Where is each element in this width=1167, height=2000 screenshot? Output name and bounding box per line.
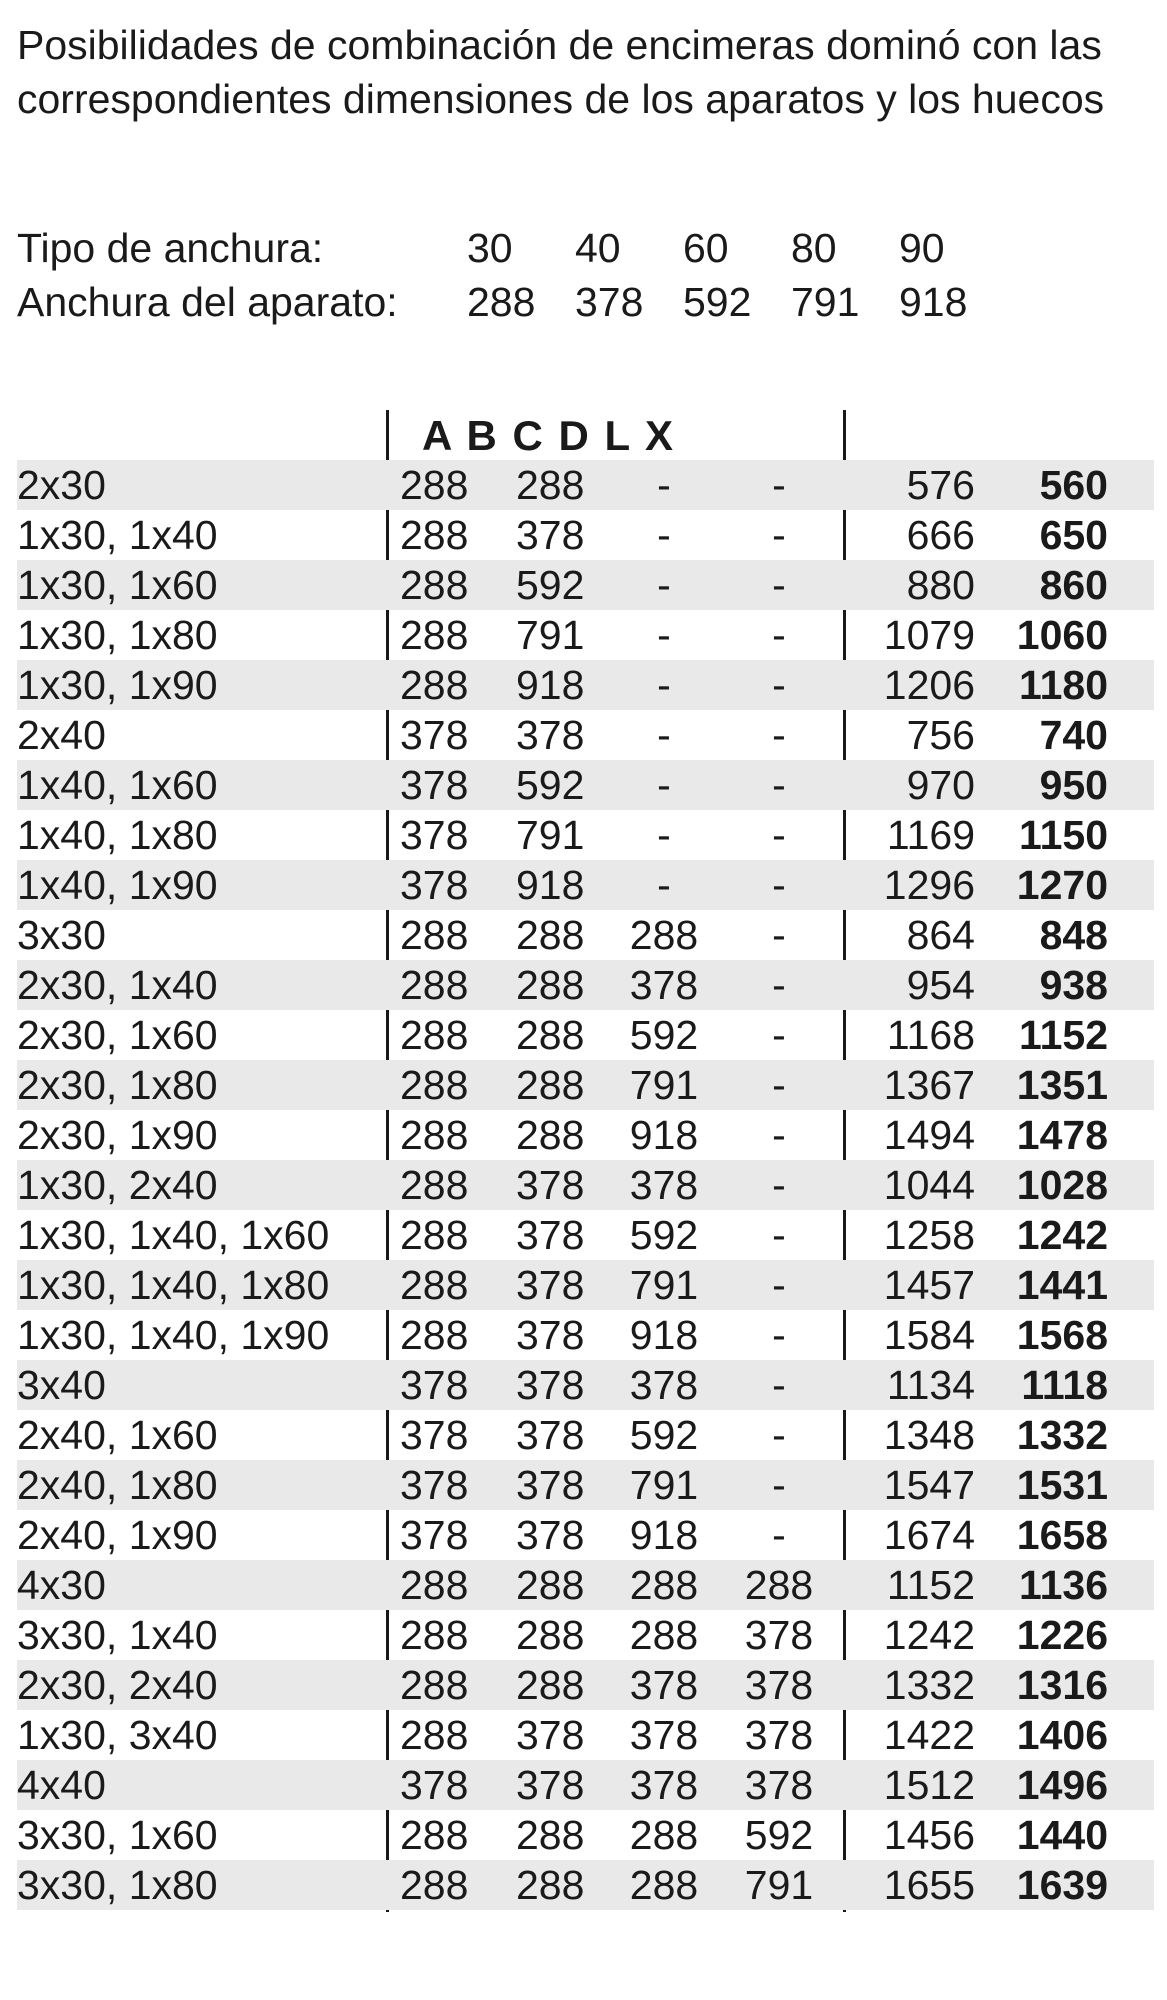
- cutout-width-cell: 1152: [1019, 1012, 1108, 1058]
- total-width-cell: 1348: [883, 1412, 975, 1458]
- table-header: [17, 410, 1154, 460]
- combination-cell: 3x30, 1x60: [17, 1812, 218, 1858]
- width-a-cell: 288: [400, 1162, 469, 1208]
- width-c-cell: -: [657, 462, 671, 508]
- width-c-cell: 378: [629, 962, 699, 1008]
- table-row: [17, 960, 1154, 1010]
- width-b-cell: 378: [516, 1462, 585, 1508]
- total-width-cell: 1494: [883, 1112, 975, 1158]
- cutout-width-cell: 1226: [1016, 1612, 1108, 1658]
- cutout-width-cell: 1639: [1016, 1862, 1108, 1908]
- combination-cell: 2x40, 1x60: [17, 1412, 218, 1458]
- total-width-cell: 1422: [883, 1712, 975, 1758]
- width-a-cell: 288: [400, 912, 469, 958]
- width-b-cell: 378: [516, 712, 585, 758]
- total-width-cell: 1168: [886, 1012, 975, 1058]
- width-d-cell: -: [772, 1262, 786, 1308]
- table-row: [17, 1510, 1154, 1560]
- cutout-width-cell: 1406: [1016, 1712, 1108, 1758]
- width-d-cell: -: [772, 1062, 786, 1108]
- combination-cell: 1x30, 1x40, 1x80: [17, 1262, 330, 1308]
- width-d-cell: -: [772, 462, 786, 508]
- cutout-width-cell: 938: [1039, 962, 1108, 1008]
- width-c-cell: -: [657, 662, 671, 708]
- width-c-cell: 288: [629, 1812, 699, 1858]
- combination-cell: 2x40: [17, 712, 106, 758]
- table-row: [17, 710, 1154, 760]
- device-width-value: 378: [575, 279, 644, 325]
- width-c-cell: 592: [629, 1212, 699, 1258]
- cutout-width-cell: 1150: [1019, 812, 1108, 858]
- table-row: [17, 660, 1154, 710]
- table-row: [17, 1010, 1154, 1060]
- total-width-cell: 954: [906, 962, 975, 1008]
- width-a-cell: 288: [400, 662, 469, 708]
- width-b-cell: 918: [516, 662, 585, 708]
- table-row: [17, 1460, 1154, 1510]
- table-row: [17, 1360, 1154, 1410]
- table-row: [17, 560, 1154, 610]
- width-a-cell: 288: [400, 1212, 469, 1258]
- total-width-cell: 880: [906, 562, 975, 608]
- width-a-cell: 288: [400, 1312, 469, 1358]
- table-row: [17, 1710, 1154, 1760]
- width-d-cell: -: [772, 1112, 786, 1158]
- width-b-cell: 288: [516, 1012, 585, 1058]
- width-d-cell: -: [772, 1512, 786, 1558]
- device-width-value: 791: [791, 279, 860, 325]
- total-width-cell: 756: [906, 712, 975, 758]
- width-a-cell: 288: [400, 962, 469, 1008]
- total-width-cell: 1512: [883, 1762, 975, 1808]
- combination-cell: 1x30, 3x40: [17, 1712, 218, 1758]
- width-a-cell: 288: [400, 512, 469, 558]
- device-width-value: 592: [683, 279, 752, 325]
- width-d-cell: -: [772, 1312, 786, 1358]
- combination-cell: 2x30, 1x40: [17, 962, 218, 1008]
- width-a-cell: 378: [400, 1512, 469, 1558]
- width-d-cell: -: [772, 1362, 786, 1408]
- combination-cell: 2x30: [17, 462, 106, 508]
- cutout-width-cell: 1440: [1016, 1812, 1108, 1858]
- combination-cell: 3x30, 1x40: [17, 1612, 218, 1658]
- combination-cell: 4x30: [17, 1562, 106, 1608]
- width-c-cell: -: [657, 812, 671, 858]
- intro-text: Posibilidades de combinación de encimeras dominó con las correspondientes dimensiones de los aparatos y los huecos: [17, 22, 1105, 122]
- cutout-width-cell: 740: [1039, 712, 1108, 758]
- width-type-label: Tipo de anchura:: [17, 225, 324, 271]
- width-a-cell: 288: [400, 562, 469, 608]
- width-b-cell: 288: [516, 1812, 585, 1858]
- width-a-cell: 288: [400, 462, 469, 508]
- width-reference: [17, 221, 1007, 329]
- cutout-width-cell: 950: [1039, 762, 1108, 808]
- total-width-cell: 1457: [883, 1262, 975, 1308]
- width-b-cell: 791: [516, 612, 585, 658]
- table-row: [17, 1160, 1154, 1210]
- table-row: [17, 1560, 1154, 1610]
- width-c-cell: -: [657, 762, 671, 808]
- width-a-cell: 288: [400, 1862, 469, 1908]
- width-type-row: [17, 221, 1007, 275]
- cutout-width-cell: 1118: [1021, 1362, 1108, 1408]
- cutout-width-cell: 1242: [1016, 1212, 1108, 1258]
- combination-cell: 2x30, 1x80: [17, 1062, 218, 1108]
- width-a-cell: 378: [400, 762, 469, 808]
- width-b-cell: 592: [516, 762, 585, 808]
- width-type-value: 80: [791, 225, 837, 271]
- width-d-cell: -: [772, 512, 786, 558]
- width-d-cell: -: [772, 662, 786, 708]
- width-c-cell: -: [657, 512, 671, 558]
- total-width-cell: 1169: [886, 812, 975, 858]
- width-c-cell: 288: [629, 1562, 699, 1608]
- table-row: [17, 1610, 1154, 1660]
- total-width-cell: 1547: [883, 1462, 975, 1508]
- width-c-cell: 592: [629, 1012, 699, 1058]
- table-row: [17, 860, 1154, 910]
- combination-cell: 3x40: [17, 1362, 106, 1408]
- table-row: [17, 1310, 1154, 1360]
- width-a-cell: 288: [400, 1262, 469, 1308]
- cutout-width-cell: 1136: [1019, 1562, 1108, 1608]
- table-body: [17, 460, 1154, 1910]
- width-d-cell: -: [772, 1462, 786, 1508]
- width-c-cell: 791: [629, 1462, 699, 1508]
- cutout-width-cell: 1496: [1016, 1762, 1108, 1808]
- total-width-cell: 864: [906, 912, 975, 958]
- combination-cell: 1x40, 1x90: [17, 862, 218, 908]
- cutout-width-cell: 1568: [1016, 1312, 1108, 1358]
- combination-cell: 1x30, 1x40, 1x90: [17, 1312, 330, 1358]
- combination-cell: 1x30, 1x40, 1x60: [17, 1212, 330, 1258]
- width-b-cell: 791: [516, 812, 585, 858]
- combination-cell: 1x40, 1x60: [17, 762, 218, 808]
- width-c-cell: 378: [629, 1712, 699, 1758]
- width-b-cell: 378: [516, 1312, 585, 1358]
- cutout-width-cell: 1441: [1016, 1262, 1108, 1308]
- combinations-table: [17, 410, 1154, 1910]
- table-row: [17, 1210, 1154, 1260]
- width-a-cell: 288: [400, 1112, 469, 1158]
- width-b-cell: 378: [516, 1762, 585, 1808]
- total-width-cell: 1584: [883, 1312, 975, 1358]
- width-type-value: 30: [467, 225, 513, 271]
- cutout-width-cell: 1332: [1016, 1412, 1108, 1458]
- cutout-width-cell: 1658: [1016, 1512, 1108, 1558]
- width-a-cell: 378: [400, 1362, 469, 1408]
- width-c-cell: 378: [629, 1662, 699, 1708]
- table-row: [17, 910, 1154, 960]
- width-d-cell: 378: [744, 1762, 814, 1808]
- width-type-value: 90: [899, 225, 945, 271]
- combination-cell: 4x40: [17, 1762, 106, 1808]
- width-a-cell: 288: [400, 1012, 469, 1058]
- width-a-cell: 288: [400, 1562, 469, 1608]
- width-type-value: 40: [575, 225, 621, 271]
- total-width-cell: 1655: [883, 1862, 975, 1908]
- width-a-cell: 288: [400, 1812, 469, 1858]
- combination-cell: 1x30, 1x40: [17, 512, 218, 558]
- device-width-row: [17, 275, 1007, 329]
- width-type-value: 60: [683, 225, 729, 271]
- width-d-cell: -: [772, 862, 786, 908]
- width-d-cell: -: [772, 712, 786, 758]
- combination-cell: 1x30, 1x80: [17, 612, 218, 658]
- cutout-width-cell: 650: [1039, 512, 1108, 558]
- width-c-cell: -: [657, 562, 671, 608]
- width-a-cell: 288: [400, 612, 469, 658]
- width-d-cell: 378: [744, 1712, 814, 1758]
- width-c-cell: 288: [629, 912, 699, 958]
- cutout-width-cell: 1316: [1016, 1662, 1108, 1708]
- table-row: [17, 510, 1154, 560]
- table-row: [17, 1060, 1154, 1110]
- width-c-cell: 918: [629, 1512, 699, 1558]
- total-width-cell: 666: [906, 512, 975, 558]
- width-c-cell: 378: [629, 1362, 699, 1408]
- table-row: [17, 810, 1154, 860]
- total-width-cell: 1152: [886, 1562, 975, 1608]
- width-a-cell: 288: [400, 1612, 469, 1658]
- total-width-cell: 1674: [883, 1512, 975, 1558]
- table-row: [17, 1410, 1154, 1460]
- width-c-cell: 592: [629, 1412, 699, 1458]
- table-row: [17, 760, 1154, 810]
- cutout-width-cell: 560: [1039, 462, 1108, 508]
- device-width-label: Anchura del aparato:: [17, 279, 398, 325]
- table-row: [17, 1860, 1154, 1910]
- width-c-cell: -: [657, 612, 671, 658]
- width-c-cell: 918: [629, 1312, 699, 1358]
- width-d-cell: 378: [744, 1662, 814, 1708]
- width-b-cell: 378: [516, 1512, 585, 1558]
- width-c-cell: 288: [629, 1612, 699, 1658]
- combination-cell: 1x40, 1x80: [17, 812, 218, 858]
- total-width-cell: 1296: [883, 862, 975, 908]
- combination-cell: 1x30, 1x60: [17, 562, 218, 608]
- total-width-cell: 1079: [883, 612, 975, 658]
- table-row: [17, 610, 1154, 660]
- device-width-value: 918: [899, 279, 968, 325]
- width-a-cell: 288: [400, 1712, 469, 1758]
- width-d-cell: -: [772, 1162, 786, 1208]
- width-d-cell: -: [772, 962, 786, 1008]
- width-c-cell: -: [657, 862, 671, 908]
- combination-cell: 2x30, 2x40: [17, 1662, 218, 1708]
- width-a-cell: 378: [400, 1762, 469, 1808]
- width-b-cell: 288: [516, 1562, 585, 1608]
- total-width-cell: 1044: [883, 1162, 975, 1208]
- width-b-cell: 592: [516, 562, 585, 608]
- width-d-cell: 288: [744, 1562, 814, 1608]
- total-width-cell: 970: [906, 762, 975, 808]
- width-b-cell: 288: [516, 962, 585, 1008]
- cutout-width-cell: 860: [1039, 562, 1108, 608]
- combination-cell: 2x30, 1x60: [17, 1012, 218, 1058]
- combination-cell: 1x30, 1x90: [17, 662, 218, 708]
- width-a-cell: 288: [400, 1662, 469, 1708]
- combination-cell: 2x30, 1x90: [17, 1112, 218, 1158]
- cutout-width-cell: 1531: [1016, 1462, 1108, 1508]
- width-c-cell: 918: [629, 1112, 699, 1158]
- total-width-cell: 1332: [883, 1662, 975, 1708]
- width-a-cell: 378: [400, 812, 469, 858]
- width-a-cell: 378: [400, 862, 469, 908]
- table-row: [17, 1760, 1154, 1810]
- width-d-cell: 378: [744, 1612, 814, 1658]
- width-a-cell: 378: [400, 1462, 469, 1508]
- width-b-cell: 288: [516, 1612, 585, 1658]
- total-width-cell: 576: [906, 462, 975, 508]
- width-b-cell: 288: [516, 1112, 585, 1158]
- device-width-value: 288: [467, 279, 536, 325]
- width-a-cell: 378: [400, 1412, 469, 1458]
- width-c-cell: 791: [629, 1062, 699, 1108]
- width-d-cell: -: [772, 762, 786, 808]
- width-d-cell: 592: [744, 1812, 814, 1858]
- table-row: [17, 1110, 1154, 1160]
- width-b-cell: 288: [516, 912, 585, 958]
- width-b-cell: 288: [516, 462, 585, 508]
- width-b-cell: 378: [516, 1212, 585, 1258]
- width-b-cell: 918: [516, 862, 585, 908]
- combination-cell: 2x40, 1x90: [17, 1512, 218, 1558]
- width-c-cell: 288: [629, 1862, 699, 1908]
- width-b-cell: 378: [516, 1362, 585, 1408]
- total-width-cell: 1134: [886, 1362, 975, 1408]
- cutout-width-cell: 848: [1039, 912, 1108, 958]
- cutout-width-cell: 1478: [1016, 1112, 1108, 1158]
- total-width-cell: 1242: [883, 1612, 975, 1658]
- width-b-cell: 378: [516, 512, 585, 558]
- width-b-cell: 288: [516, 1862, 585, 1908]
- cutout-width-cell: 1180: [1019, 662, 1108, 708]
- table-row: [17, 1660, 1154, 1710]
- width-b-cell: 378: [516, 1412, 585, 1458]
- combination-cell: 2x40, 1x80: [17, 1462, 218, 1508]
- width-b-cell: 288: [516, 1662, 585, 1708]
- cutout-width-cell: 1270: [1016, 862, 1108, 908]
- width-d-cell: 791: [744, 1862, 814, 1908]
- width-c-cell: 378: [629, 1162, 699, 1208]
- total-width-cell: 1258: [883, 1212, 975, 1258]
- width-d-cell: -: [772, 562, 786, 608]
- width-c-cell: 791: [629, 1262, 699, 1308]
- width-b-cell: 378: [516, 1262, 585, 1308]
- width-d-cell: -: [772, 912, 786, 958]
- width-d-cell: -: [772, 812, 786, 858]
- combination-cell: 1x30, 2x40: [17, 1162, 218, 1208]
- cutout-width-cell: 1028: [1016, 1162, 1108, 1208]
- cutout-width-cell: 1060: [1016, 612, 1108, 658]
- combination-cell: 3x30: [17, 912, 106, 958]
- width-d-cell: -: [772, 1012, 786, 1058]
- cutout-width-cell: 1351: [1016, 1062, 1108, 1108]
- width-a-cell: 378: [400, 712, 469, 758]
- width-b-cell: 288: [516, 1062, 585, 1108]
- total-width-cell: 1206: [883, 662, 975, 708]
- combination-cell: 3x30, 1x80: [17, 1862, 218, 1908]
- total-width-cell: 1367: [883, 1062, 975, 1108]
- width-d-cell: -: [772, 1412, 786, 1458]
- table-row: [17, 1260, 1154, 1310]
- width-a-cell: 288: [400, 1062, 469, 1108]
- header-letters: A B C D L X: [422, 412, 676, 459]
- width-d-cell: -: [772, 612, 786, 658]
- width-b-cell: 378: [516, 1162, 585, 1208]
- width-b-cell: 378: [516, 1712, 585, 1758]
- total-width-cell: 1456: [883, 1812, 975, 1858]
- width-d-cell: -: [772, 1212, 786, 1258]
- width-c-cell: 378: [629, 1762, 699, 1808]
- width-c-cell: -: [657, 712, 671, 758]
- table-row: [17, 460, 1154, 510]
- table-row: [17, 1810, 1154, 1860]
